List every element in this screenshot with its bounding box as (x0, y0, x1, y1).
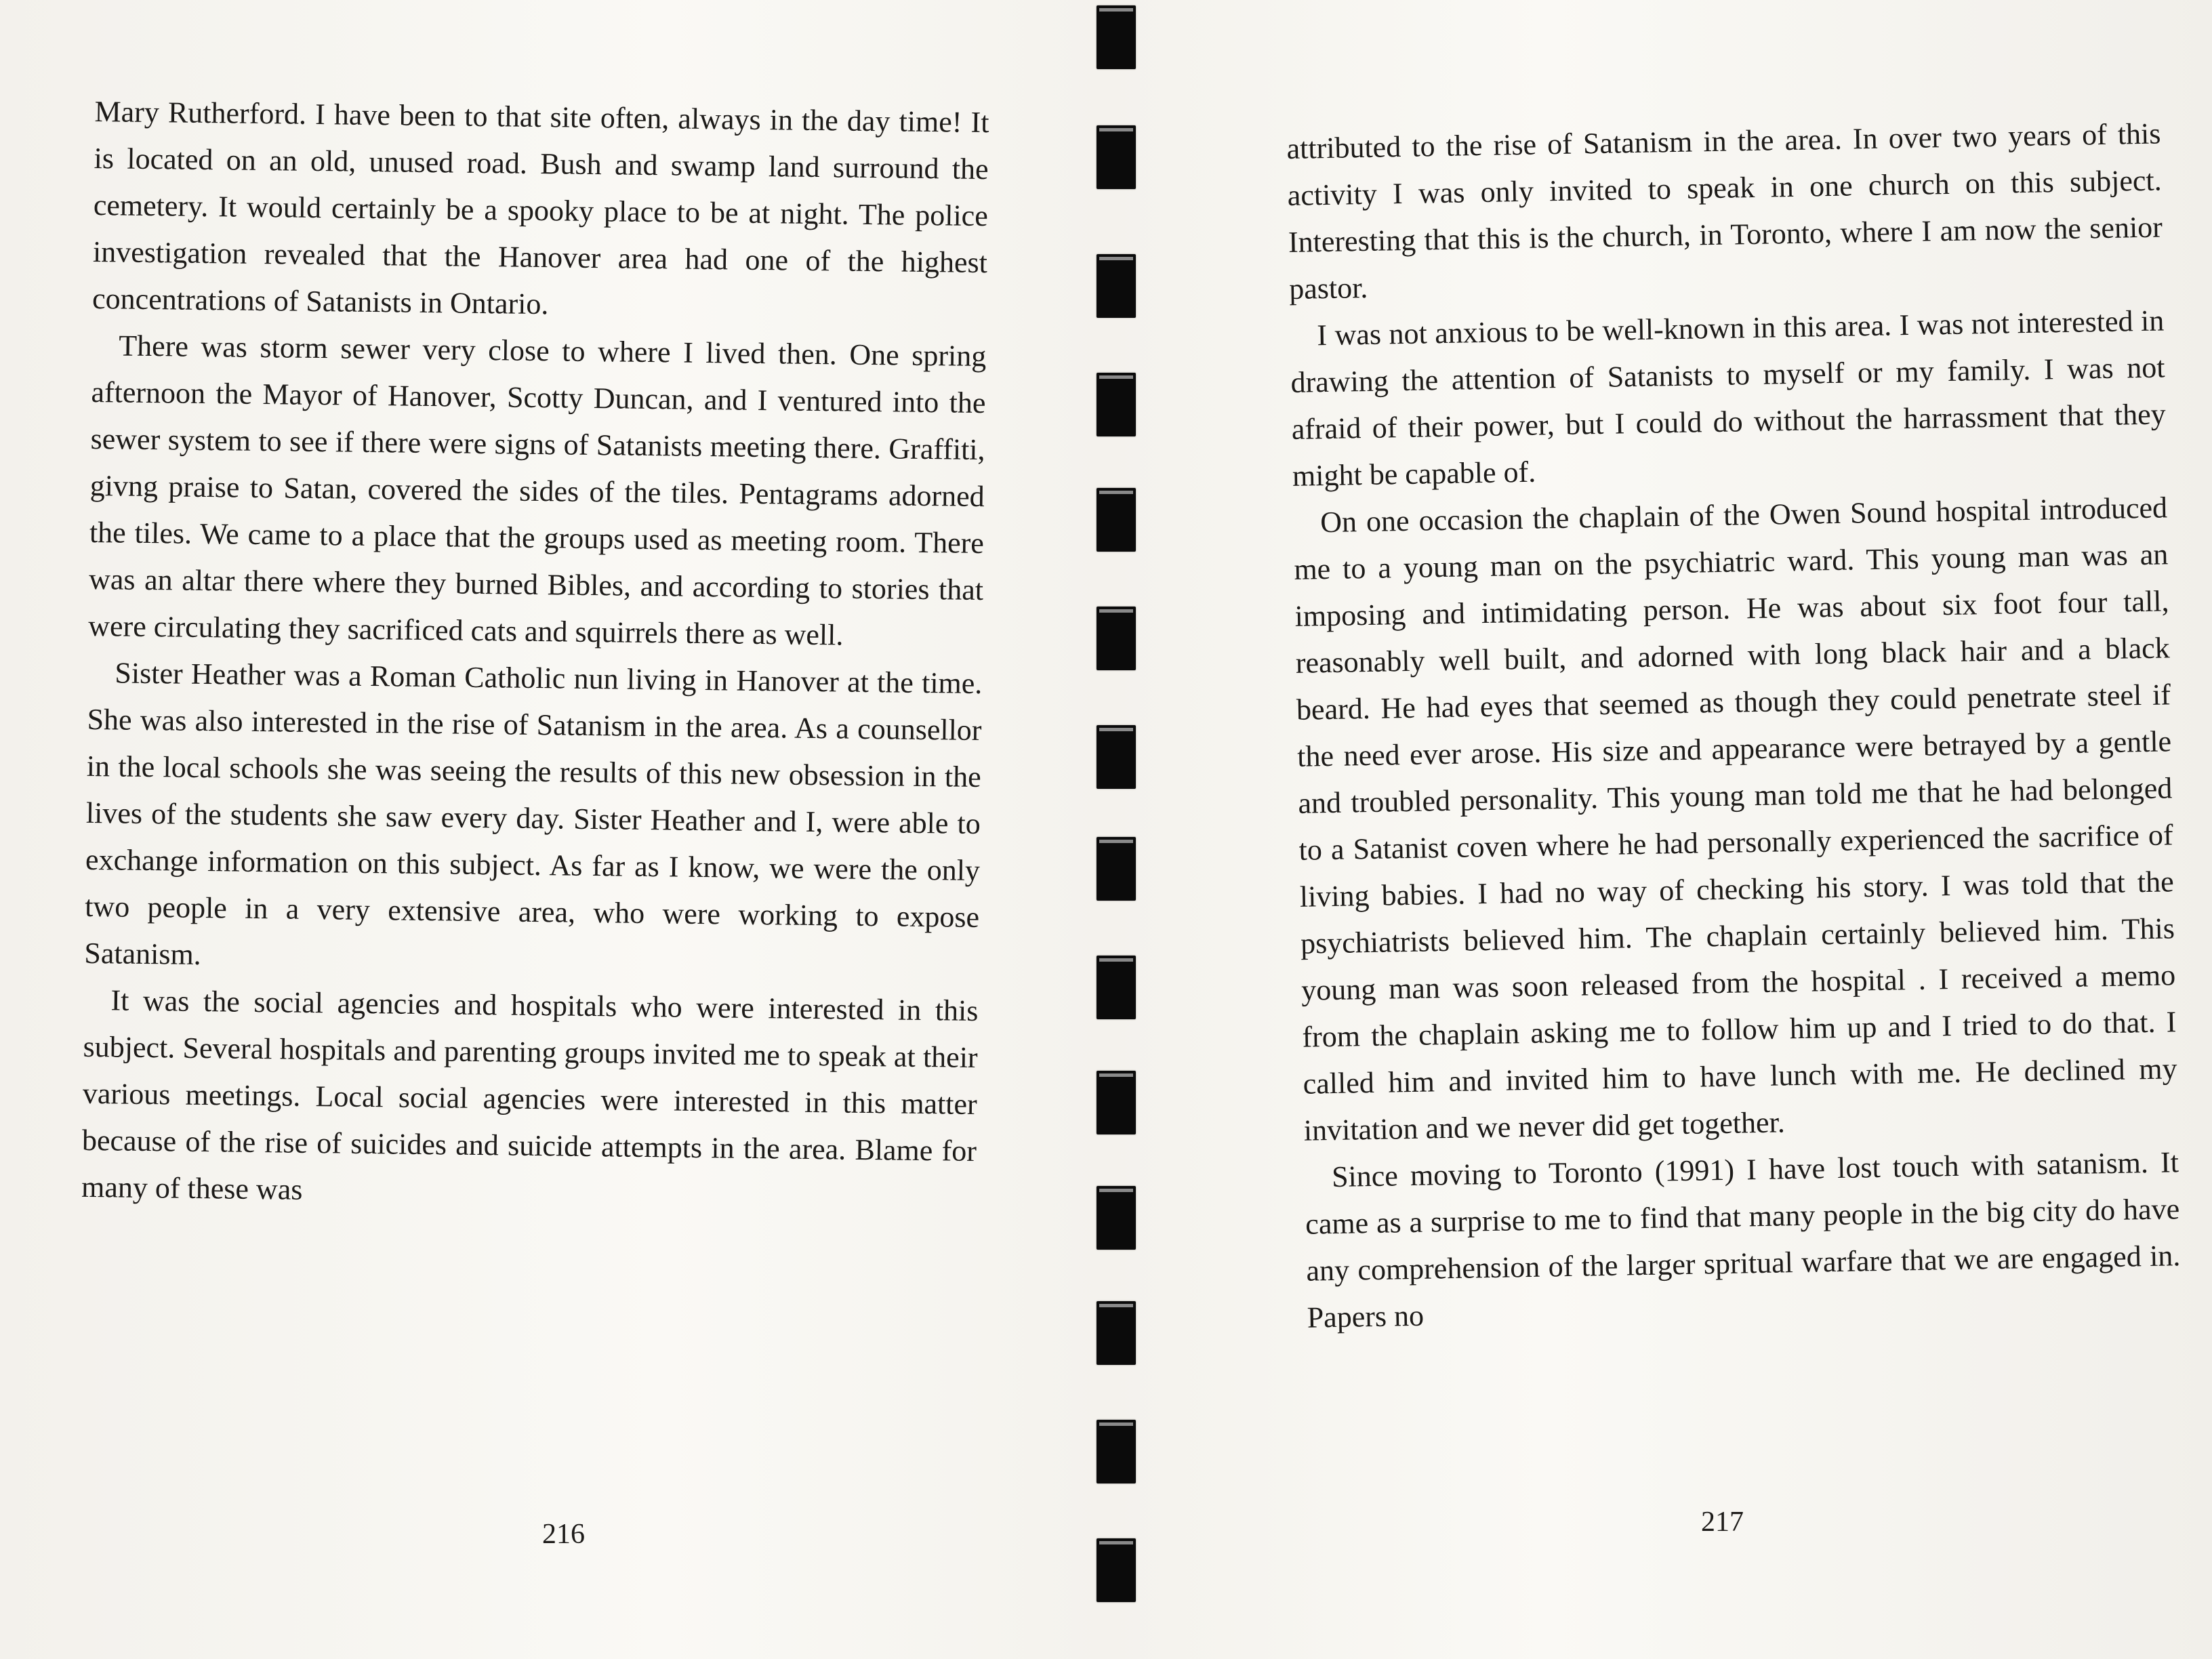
paragraph: attributed to the rise of Satanism in the area. In over two years of this activity I was only invited to speak in one church on this subject. Interesting that this is the church, in Toronto, where I am now the senior pastor. (1286, 117, 2163, 306)
paragraph: On one occasion the chaplain of the Owen Sound hospital introduced me to a young man on the psychiatric ward. This young man was an imposing and intimidating person. He was about six foot four tall, reasonably well built, and adorned with long black hair and a black beard. He had eyes that seemed as though they could penetrate steel if the need ever arose. His size and appearance were betrayed by a gentle and troubled personality. This young man told me that he had belonged to a Satanist coven where he had personally experienced the sacrifice of living babies. I had no way of checking his story. I was told that the psychiatrists believed him. The chaplain certainly believed him. This young man was soon released from the hospital . I received a memo from the chaplain asking me to follow him up and I tried to do that. I called him and invited him to have lunch with me. He declined my invitation and we never did get together. (1294, 491, 2177, 1147)
right-page (1139, 0, 2212, 1659)
binding-hole (1097, 1186, 1136, 1250)
binding-hole (1097, 1538, 1136, 1602)
paragraph: Since moving to Toronto (1991) I have lost touch with satanism. It came as a surprise to me to find that many people in the big city do have any comprehension of the larger spritual warfare that we are engaged in. Papers no (1305, 1145, 2181, 1334)
binding-hole (1097, 5, 1136, 69)
binding-hole (1097, 125, 1136, 189)
left-page (0, 0, 1084, 1659)
spiral-binding (1097, 0, 1139, 1659)
left-page-text (81, 88, 989, 1221)
paragraph: I was not anxious to be well-known in this area. I was not interested in drawing the attention of Satanists to myself or my family. I was not afraid of their power, but I could do without the harrassment that they might be capable of. (1290, 304, 2167, 493)
page-number: 216 (542, 1519, 585, 1550)
paragraph: Sister Heather was a Roman Catholic nun living in Hanover at the time. She was also interested in the rise of Satanism in the area. As a counsellor in the local schools she was seeing the results of this new obsession in the lives of the students she saw every day. Sister Heather and I, were able to exchange information on this subject. As far as I know, we were the only two people in a very extensive area, who were working to expose Satanism. (84, 656, 983, 972)
right-page-text (1286, 110, 2182, 1340)
page-number: 217 (1701, 1507, 1744, 1538)
binding-hole (1097, 1301, 1136, 1365)
paragraph: There was storm sewer very close to where I lived then. One spring afternoon the Mayor of Hanover, Scotty Duncan, and I ventured into the sewer system to see if there were signs of Satanists meeting there. Graffiti, givng praise to Satan, covered the sides of the tiles. Pentagrams adorned the tiles. We came to a place that the groups used as meeting room. There was an altar there where they burned Bibles, and according to stories that were circulating they sacrificed cats and squirrels there as well. (88, 329, 987, 652)
binding-hole (1097, 607, 1136, 670)
paragraph: Mary Rutherford. I have been to that site often, always in the day time! It is located on an old, unused road. Bush and swamp land surround the cemetery. It would certainly be a spooky place to be at night. The police investigation revealed that the Hanover area had one of the highest concentrations of Satanists in Ontario. (91, 94, 989, 321)
binding-hole (1097, 373, 1136, 436)
binding-hole (1097, 1071, 1136, 1134)
binding-hole (1097, 837, 1136, 901)
binding-hole (1097, 725, 1136, 789)
binding-hole (1097, 488, 1136, 552)
binding-hole (1097, 1420, 1136, 1483)
paragraph: It was the social agencies and hospitals who were interested in this subject. Several hospitals and parenting groups invited me to speak at their various meetings. Local social agencies were interested in this matter because of the rise of suicides and suicide attempts in the area. Blame for many of these was (81, 983, 979, 1206)
binding-hole (1097, 254, 1136, 318)
binding-hole (1097, 956, 1136, 1019)
